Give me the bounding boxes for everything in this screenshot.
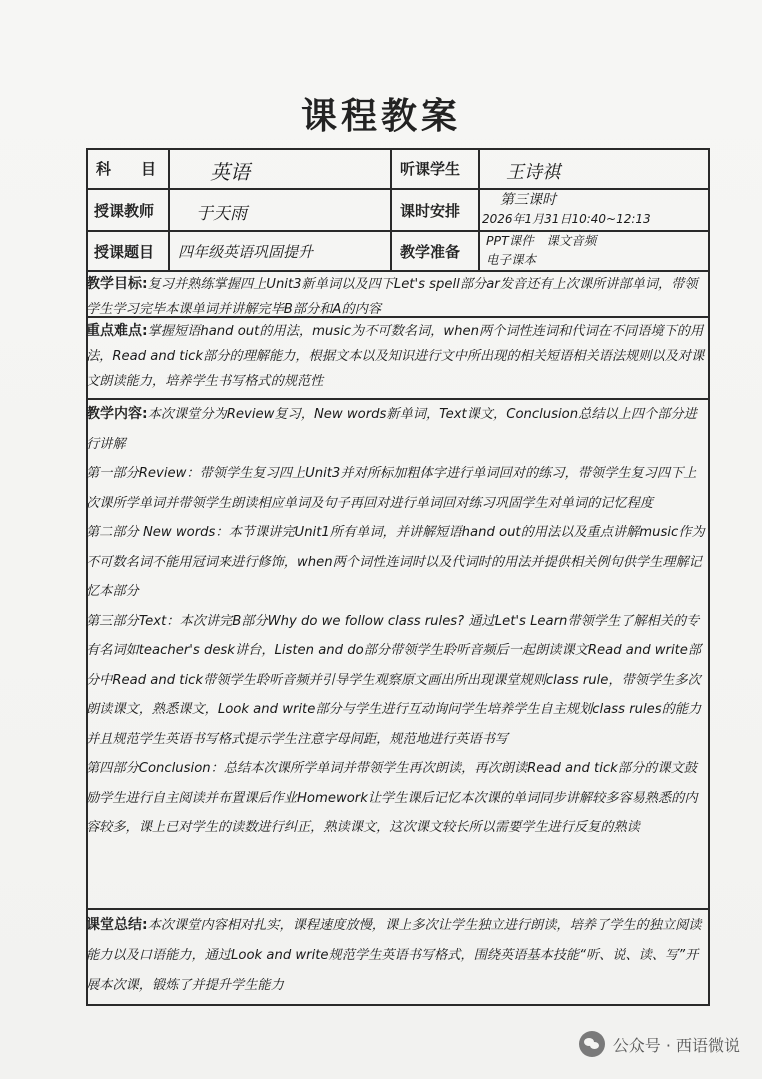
content-part-4: 第四部分Conclusion：总结本次课所学单词并带领学生再次朗读，再次朗读Read and tick部分的课文鼓励学生进行自主阅读并布置课后作业Homework让学生课后记忆本次课的单词同步讲解较多容易熟悉的内容较多，课上已对学生的读数进行纠正，熟读课文，这次课文较长所以需要学生进行反复的熟读 (86, 761, 698, 835)
schedule-line-2: 2026年1月31日10:40~12:13 (482, 212, 651, 226)
summary-section (86, 910, 708, 1001)
topic-value: 四年级英语巩固提升 (178, 243, 314, 261)
page-title: 课程教案 (300, 95, 461, 137)
table-line (478, 148, 480, 270)
table-line (86, 188, 710, 190)
schedule-label: 课时安排 (400, 202, 461, 220)
table-line (86, 1004, 710, 1006)
prep-line-2: 电子课本 (486, 252, 537, 267)
goals-label: 教学目标: (86, 276, 148, 292)
content-label: 教学内容: (86, 406, 148, 422)
table-line (86, 230, 710, 232)
table-line (86, 148, 710, 150)
key-points-label: 重点难点: (86, 323, 148, 339)
teacher-label: 授课教师 (94, 202, 155, 220)
student-value: 王诗祺 (506, 162, 560, 183)
table-line (390, 148, 392, 270)
schedule-line-1: 第三课时 (500, 192, 556, 208)
watermark-text: 公众号 · 西语微说 (612, 1035, 740, 1055)
student-label: 听课学生 (400, 160, 461, 178)
content-section (86, 400, 708, 843)
content-part-2: 第二部分 New words：本节课讲完Unit1所有单词，并讲解短语hand out的用法以及重点讲解music作为不可数名词不能用冠词来进行修饰，when两个词性连词时以及代词时的用法并提供相关例句供学生理解记忆本部分 (86, 525, 705, 599)
key-points-section (86, 319, 708, 394)
content-intro: 本次课堂分为Review复习，New words新单词，Text课文，Conclusion总结以上四个部分进行讲解 (86, 407, 697, 452)
prep-label: 教学准备 (400, 243, 461, 261)
watermark (579, 1031, 740, 1057)
goals-text: 复习并熟练掌握四上Unit3新单词以及四下Let's spell部分ar发音还有上次课所讲部单词，带领学生学习完毕本课单词并讲解完毕B部分和A的内容 (86, 277, 698, 317)
subject-label: 科 目 (96, 160, 157, 178)
summary-text: 本次课堂内容相对扎实，课程速度放慢，课上多次让学生独立进行朗读，培养了学生的独立阅读能力以及口语能力，通过Look and write规范学生英语书写格式，围绕英语基本技能“听、说、读、写”开展本次课，锻炼了并提升学生能力 (86, 918, 702, 993)
topic-label: 授课题目 (94, 243, 155, 261)
summary-label: 课堂总结: (86, 917, 148, 933)
content-part-1: 第一部分Review：带领学生复习四上Unit3并对所标加粗体字进行单词回对的练习，带领学生复习四下上次课所学单词并带领学生朗读相应单词及句子再回对进行单词回对练习巩固学生对单词的记忆程度 (86, 466, 697, 511)
wechat-icon (579, 1031, 605, 1057)
table-line (168, 148, 170, 270)
subject-value: 英语 (210, 160, 250, 184)
content-part-3: 第三部分Text：本次讲完B部分Why do we follow class rules? 通过Let's Learn带领学生了解相关的专有名词如teacher's desk讲台，Listen and do部分带领学生聆听音频后一起朗读课文Read and write部分中Read and tick带领学生聆听音频并引导学生观察原文画出所出现课堂规则class rule，带领学生多次朗读课文，熟悉课文，Look and write部分与学生进行互动询问学生培养学生自主规划class rules的能力并且规范学生英语书写格式提示学生注意字母间距，规范地进行英语书写 (86, 613, 702, 747)
teacher-value: 于天雨 (196, 204, 247, 224)
table-line (708, 148, 710, 1006)
goals-section (86, 272, 708, 322)
prep-line-1: PPT课件 课文音频 (486, 233, 597, 248)
key-points-text: 掌握短语hand out的用法，music为不可数名词，when两个词性连词和代词在不同语境下的用法，Read and tick部分的理解能力，根据文本以及知识进行文中所出现的相关短语相关语法规则以及对课文朗读能力，培养学生书写格式的规范性 (86, 324, 705, 389)
